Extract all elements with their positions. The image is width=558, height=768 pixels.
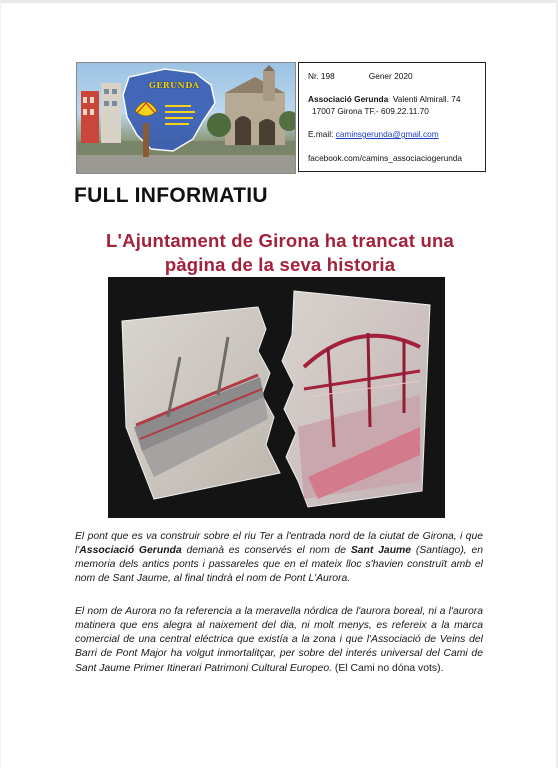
- logo-title: GERUNDA: [149, 80, 200, 90]
- paragraph1-part2: demanà es conservés el nom de: [181, 545, 351, 557]
- issue-info: [308, 71, 413, 81]
- paragraph1-bold-sant-jaume: Sant Jaume: [350, 545, 412, 557]
- issue-date: Gener 2020: [368, 71, 413, 81]
- address-street: Valenti Almirall. 74: [392, 94, 461, 104]
- paragraph2-text: El nom de Aurora no fa referencia a la meravella nórdica de l'aurora boreal, ni a l'aurora matinera que ens alegra al naixement del dia, ni molt menys, es refereix a la marca comercial de una central eléctrica que existía a la zona i que l'Associació de Veins del Barri de Pont Major ha volgut inmortalitçar, per sobre del interés universal del Cami de Sant Jaume Primer Itinerari Patrimoni Cultural Europeo.: [75, 606, 483, 674]
- paragraph1-bold-association: Associació Gerunda: [79, 545, 182, 557]
- body-paragraph-2: [75, 605, 483, 676]
- headline-line-2: pàgina de la seva historia: [164, 254, 396, 275]
- association-name: Associació Gerunda: [308, 94, 389, 104]
- association-address: [308, 94, 461, 104]
- email-link[interactable]: caminsgerunda@gmail.com: [335, 129, 439, 139]
- body-paragraph-1: [75, 530, 483, 587]
- headline-line-1: L'Ajuntament de Girona ha trancat una: [106, 230, 454, 251]
- header-logo-collage: [76, 62, 296, 174]
- email-row: [308, 129, 439, 139]
- info-box: [298, 62, 486, 172]
- torn-bridge-photo: [108, 277, 445, 518]
- facebook-link[interactable]: facebook.com/camins_associaciogerunda: [308, 153, 463, 163]
- paragraph1-part3: (Santiago), en memoria dels antics ponts i passareles que en el mateix lloc s'havien construït amb el nom de Sant Jaume, al final tindrà el nom de Pont L'Aurora.: [75, 545, 483, 585]
- address-city-phone: 17007 Girona TF.- 609.22.11.70: [312, 106, 429, 116]
- paragraph2-note: (El Cami no dóna vots).: [332, 662, 444, 674]
- issue-number: Nr. 198: [308, 71, 335, 81]
- email-label: E.mail:: [308, 129, 334, 139]
- paragraph1-part1: El pont que es va construir sobre el riu Ter a l'entrada nord de la ciutat de Girona, i que l': [75, 531, 483, 557]
- page-edge-top: [0, 0, 558, 3]
- torn-photo-illustration: [108, 277, 445, 518]
- page-edge-left: [0, 0, 1, 768]
- section-title: FULL INFORMATIU: [74, 184, 268, 207]
